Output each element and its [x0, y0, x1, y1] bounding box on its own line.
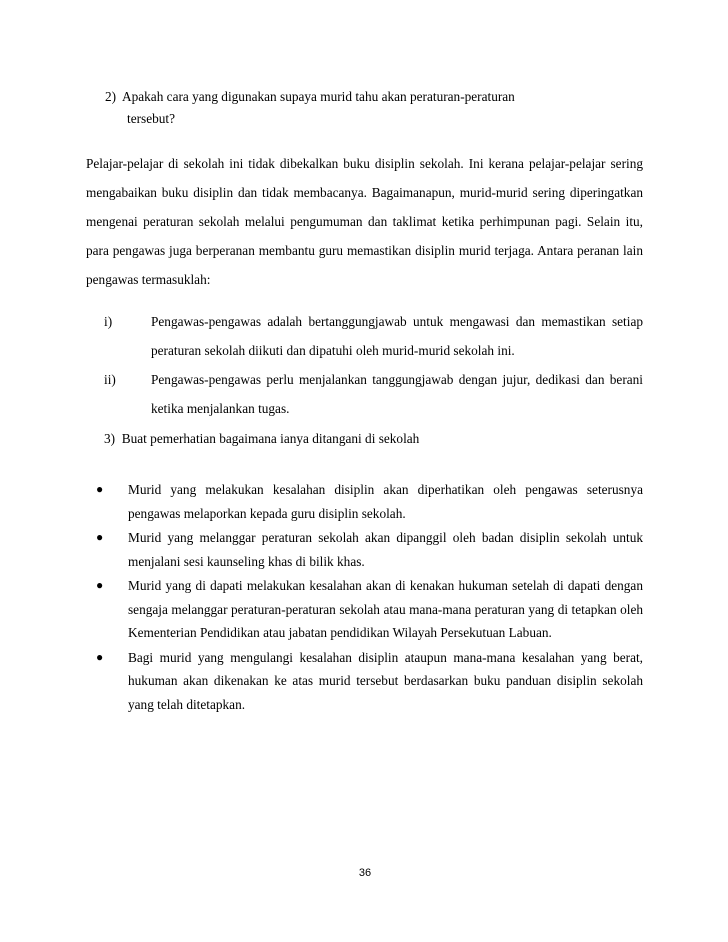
roman-list — [104, 307, 643, 423]
question-3-number: 3) — [104, 431, 116, 446]
roman-list-item — [104, 365, 643, 423]
bullet-list-item — [96, 574, 643, 645]
question-3 — [104, 428, 419, 450]
bullet-icon: ● — [96, 649, 104, 664]
bullet-text: Bagi murid yang mengulangi kesalahan disiplin ataupun mana-mana kesalahan yang berat, hukuman akan dikenakan ke atas murid tersebut berdasarkan buku panduan disiplin sekolah yang telah ditetapkan. — [128, 649, 643, 712]
page-number: 36 — [358, 867, 372, 879]
roman-list-number: ii) — [104, 372, 116, 387]
bullet-list-item — [96, 478, 643, 525]
bullet-text: Murid yang melanggar peraturan sekolah akan dipanggil oleh badan disiplin sekolah untuk menjalani sesi kaunseling khas di bilik khas. — [128, 530, 643, 569]
bullet-list-item — [96, 526, 643, 573]
question-2 — [105, 86, 665, 130]
bullet-text: Murid yang melakukan kesalahan disiplin akan diperhatikan oleh pengawas seterusnya pengawas melaporkan kepada guru disiplin sekolah. — [128, 482, 643, 521]
body-paragraph: Pelajar-pelajar di sekolah ini tidak dibekalkan buku disiplin sekolah. Ini kerana pelajar-pelajar sering mengabaikan buku disiplin dan tidak membacanya. Bagaimanapun, murid-murid sering diperingatkan mengenai peraturan sekolah melalui pengumuman dan taklimat ketika perhimpunan pagi. Selain itu, para pengawas juga berperanan membantu guru memastikan disiplin murid terjaga. Antara peranan lain pengawas termasuklah: — [86, 156, 643, 287]
bullet-text: Murid yang di dapati melakukan kesalahan akan di kenakan hukuman setelah di dapati dengan sengaja melanggar peraturan-peraturan sekolah atau mana-mana peraturan yang di tetapkan oleh Kementerian Pendidikan atau jabatan pendidikan Wilayah Persekutuan Labuan. — [128, 578, 643, 640]
roman-list-text: Pengawas-pengawas perlu menjalankan tanggungjawab dengan jujur, dedikasi dan berani ketika menjalankan tugas. — [151, 372, 643, 416]
bullet-list-item — [96, 646, 643, 717]
roman-list-number: i) — [104, 314, 113, 329]
roman-list-item — [104, 307, 643, 365]
bullet-list — [96, 478, 643, 717]
question-2-number: 2) — [105, 89, 117, 104]
question-2-line1: Apakah cara yang digunakan supaya murid tahu akan peraturan-peraturan — [122, 89, 515, 104]
bullet-icon: ● — [96, 482, 104, 496]
question-2-line2: tersebut? — [127, 111, 175, 126]
bullet-icon: ● — [96, 530, 104, 544]
question-3-text: Buat pemerhatian bagaimana ianya ditangani di sekolah — [121, 431, 420, 446]
bullet-icon: ● — [96, 578, 104, 592]
roman-list-text: Pengawas-pengawas adalah bertanggungjawab untuk mengawasi dan memastikan setiap peraturan sekolah diikuti dan dipatuhi oleh murid-murid sekolah ini. — [151, 314, 643, 358]
